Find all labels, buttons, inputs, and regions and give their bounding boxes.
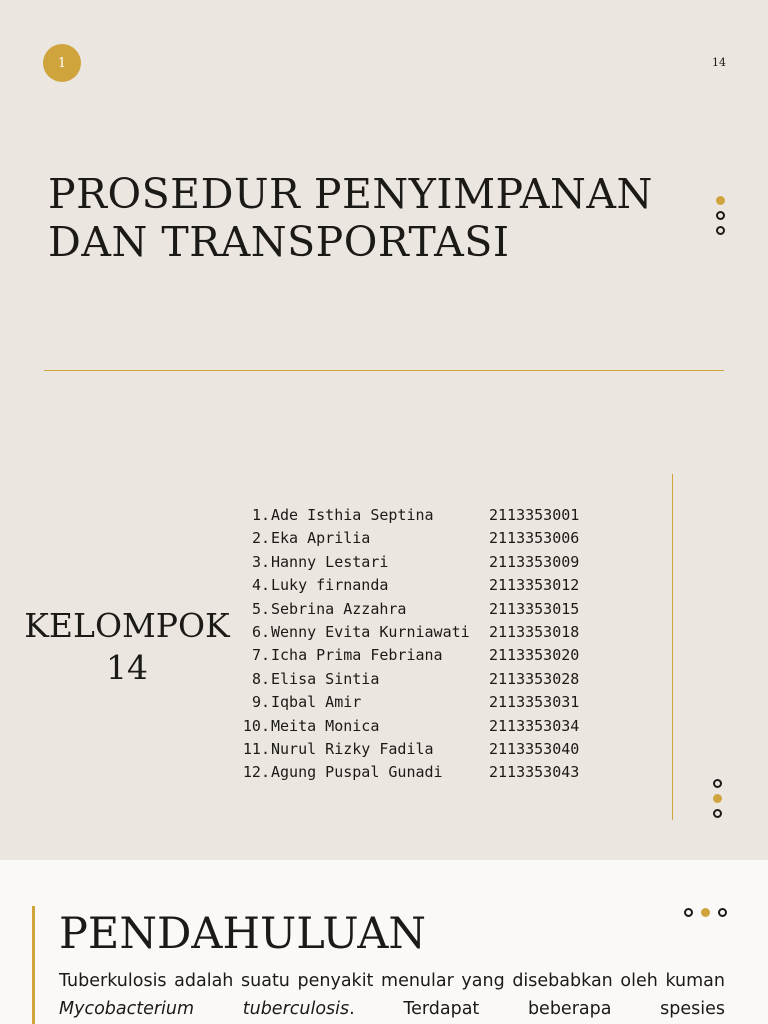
member-number: 5. — [251, 599, 270, 618]
member-row — [240, 504, 579, 527]
member-number: 8. — [251, 669, 270, 688]
member-id: 2113353028 — [489, 669, 580, 688]
decorative-dots-bottom — [713, 779, 722, 818]
slide-title — [48, 170, 688, 266]
gold-accent-bar — [32, 906, 35, 1024]
member-number: 1. — [251, 506, 270, 524]
member-id: 2113353034 — [489, 716, 580, 735]
gold-divider — [44, 370, 724, 371]
member-number: 12. — [242, 763, 270, 782]
dot-icon — [713, 809, 722, 818]
member-id: 2113353015 — [489, 599, 580, 618]
member-id: 2113353040 — [489, 739, 580, 758]
member-id: 2113353012 — [489, 576, 580, 595]
member-name: Agung Puspal Gunadi — [271, 763, 443, 782]
member-number: 9. — [251, 693, 270, 712]
slide-number-badge-text: 1 — [57, 55, 67, 71]
member-name: Hanny Lestari — [271, 552, 389, 571]
member-id: 2113353001 — [489, 506, 580, 524]
intro-paragraph — [59, 967, 725, 1023]
slide-title-line-1: PROSEDUR PENYIMPANAN — [48, 170, 653, 218]
member-id: 2113353009 — [489, 552, 580, 571]
slide-title-line-2: DAN TRANSPORTASI — [48, 218, 510, 266]
member-name: Elisa Sintia — [271, 669, 380, 688]
member-row — [240, 668, 579, 691]
member-number: 2. — [251, 529, 270, 548]
member-number: 10. — [242, 716, 270, 735]
group-number: 14 — [106, 648, 148, 687]
dot-icon — [713, 794, 722, 803]
member-row — [240, 738, 579, 761]
member-row — [240, 598, 579, 621]
dot-icon — [718, 908, 727, 917]
member-name: Sebrina Azzahra — [271, 599, 407, 618]
member-name: Meita Monica — [271, 716, 380, 735]
member-row — [240, 715, 579, 738]
dot-icon — [716, 211, 725, 220]
intro-paragraph-line-1: Tuberkulosis adalah suatu penyakit menular yang disebabkan oleh — [59, 971, 658, 991]
member-number: 6. — [251, 622, 270, 641]
dot-icon — [716, 226, 725, 235]
member-list — [240, 504, 579, 785]
decorative-dots-top — [716, 196, 725, 235]
member-id: 2113353006 — [489, 529, 580, 548]
gold-vertical-divider — [672, 474, 673, 820]
member-row — [240, 621, 579, 644]
dot-icon — [684, 908, 693, 917]
member-name: Icha Prima Febriana — [271, 646, 443, 665]
dot-icon — [713, 779, 722, 788]
member-id: 2113353020 — [489, 646, 580, 665]
intro-paragraph-rest: . Terdapat beberapa spesies — [349, 999, 725, 1019]
section-heading: PENDAHULUAN — [59, 909, 427, 959]
member-id: 2113353018 — [489, 622, 580, 641]
member-row — [240, 574, 579, 597]
species-name: Mycobacterium tuberculosis — [59, 999, 350, 1019]
member-id: 2113353043 — [489, 763, 580, 782]
member-name: Ade Isthia Septina — [271, 506, 434, 524]
dot-icon — [716, 196, 725, 205]
member-name: Wenny Evita Kurniawati — [271, 622, 470, 641]
member-number: 3. — [251, 552, 270, 571]
member-number: 7. — [251, 646, 270, 665]
intro-word-kuman: kuman — [665, 971, 725, 991]
member-name: Eka Aprilia — [271, 529, 371, 548]
dot-icon — [701, 908, 710, 917]
member-row — [240, 691, 579, 714]
member-name: Luky firnanda — [271, 576, 389, 595]
member-row — [240, 527, 579, 550]
decorative-dots-horizontal — [684, 908, 727, 917]
member-row — [240, 551, 579, 574]
member-name: Nurul Rizky Fadila — [271, 739, 434, 758]
member-row — [240, 761, 579, 784]
page-number: 14 — [712, 56, 726, 69]
group-label-text: KELOMPOK — [24, 606, 230, 645]
member-row — [240, 644, 579, 667]
group-label — [22, 605, 232, 689]
member-id: 2113353031 — [489, 693, 580, 712]
member-number: 4. — [251, 576, 270, 595]
member-name: Iqbal Amir — [271, 693, 362, 712]
member-number: 11. — [242, 739, 270, 758]
slide-number-badge — [43, 44, 81, 82]
